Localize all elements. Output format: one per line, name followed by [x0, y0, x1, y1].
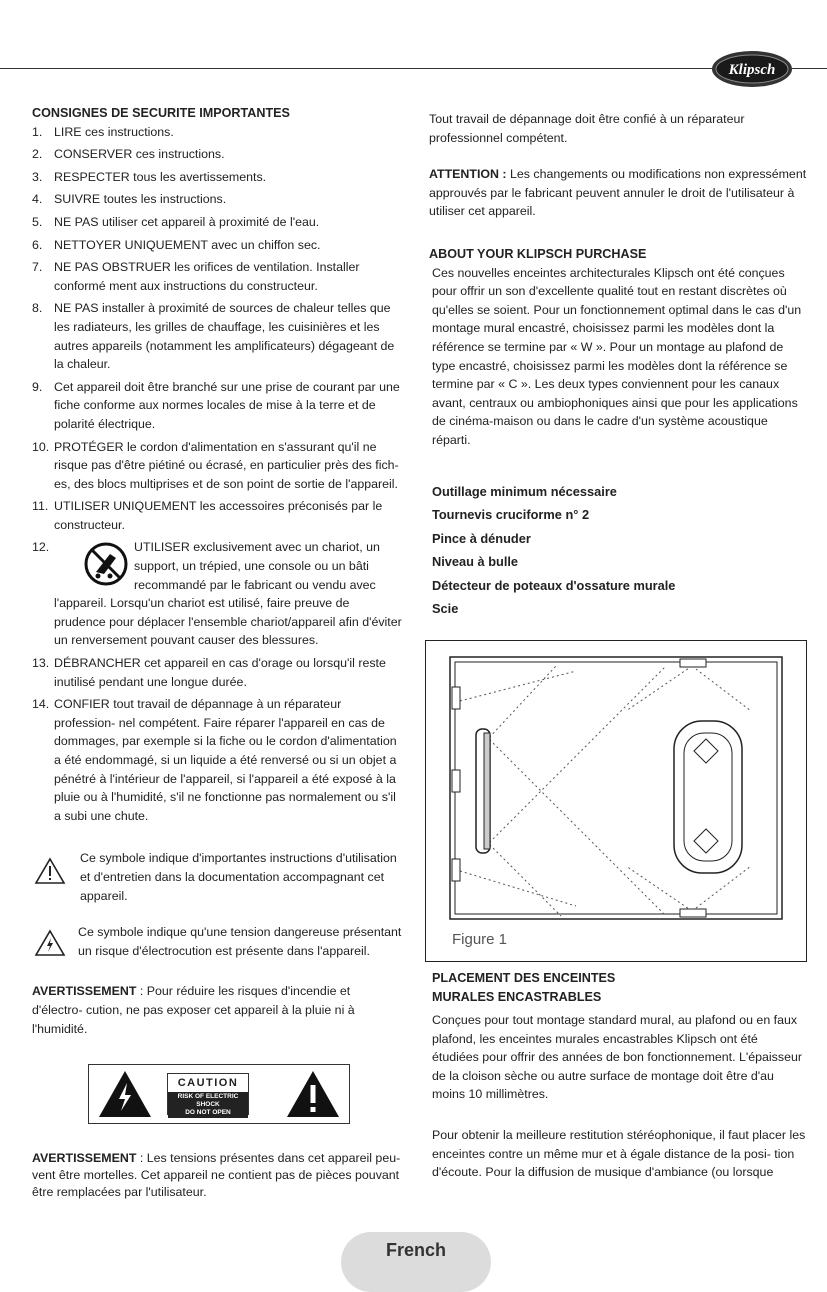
room-diagram: [426, 641, 806, 961]
lightning-warning-icon: [97, 1069, 153, 1119]
safety-item-number: 9.: [32, 379, 43, 394]
right-column: [429, 110, 807, 621]
sofa-icon: [674, 721, 742, 873]
safety-item-number: 2.: [32, 147, 43, 162]
tools-list: [429, 480, 807, 621]
safety-heading: CONSIGNES DE SECURITE IMPORTANTES: [32, 106, 290, 120]
tool-item: Outillage minimum nécessaire: [432, 483, 617, 499]
caution-title: CAUTION: [177, 1077, 239, 1090]
header-rule: [0, 68, 827, 69]
safety-item-text: CONFIER tout travail de dépannage à un réparateur profession- nel compétent. Faire réparer l'appareil en cas de dommages, par exemple si la fiche ou le cordon d'alimentation a été endommagé, si un liquide a été renversé ou si un objet a pénétré à l'intérieur de l'appareil, si l'appareil a été exposé à la pluie ou à l'humidité, s'il ne fonctionne pas normalement ou s'il a subi une chute.: [54, 697, 397, 823]
exclamation-triangle-icon: [34, 857, 66, 885]
safety-item: [32, 190, 404, 209]
safety-item-text: LIRE ces instructions.: [54, 124, 174, 139]
caution-box: [167, 1073, 249, 1115]
placement-section: [432, 969, 807, 1182]
speaker-icons: [452, 659, 706, 917]
safety-item-text: SUIVRE toutes les instructions.: [54, 192, 227, 207]
safety-item: [32, 258, 404, 295]
safety-item-number: 5.: [32, 214, 43, 229]
safety-item-number: 10.: [32, 439, 50, 454]
figure-caption: Figure 1: [452, 931, 508, 948]
warning1-text: : Pour réduire les risques d'incendie et d'électro- cution, ne pas exposer cet appareil à la pluie ni à l'humidité.: [32, 984, 355, 1036]
safety-item-number: 13.: [32, 656, 50, 671]
safety-item: [32, 168, 404, 187]
klipsch-logo: [711, 50, 793, 88]
about-heading: ABOUT YOUR KLIPSCH PURCHASE: [429, 246, 647, 261]
symbol-instructions: [32, 849, 404, 905]
safety-item: [32, 236, 404, 255]
safety-item-number: 8.: [32, 301, 43, 316]
caution-line-2: DO NOT OPEN: [185, 1109, 231, 1117]
safety-item: [32, 378, 404, 434]
safety-item-text: PROTÉGER le cordon d'alimentation en s'assurant qu'il ne risque pas d'être piétiné ou écrasé, en particulier près des fich- es, des blocs multiprises et de son point de sortie de l'appareil.: [54, 439, 399, 491]
safety-item: [32, 538, 404, 650]
exclamation-warning-icon: [285, 1069, 341, 1119]
safety-item-text: CONSERVER ces instructions.: [54, 147, 225, 162]
logo-text: Klipsch: [728, 62, 776, 78]
symbol2-text: Ce symbole indique qu'une tension dangereuse présentant un risque d'électrocution est présente dans l'appareil.: [78, 925, 402, 958]
language-label: French: [385, 1240, 446, 1260]
attention-text: Les changements ou modifications non expressément approuvés par le fabricant peuvent annuler le droit de l'utilisateur à utiliser cet appareil.: [429, 167, 807, 219]
caution-line-1: RISK OF ELECTRIC SHOCK: [177, 1093, 239, 1109]
safety-item-text: RESPECTER tous les avertissements.: [54, 169, 267, 184]
safety-item-number: 3.: [32, 169, 43, 184]
placement-heading-2: MURALES ENCASTRABLES: [432, 990, 602, 1004]
safety-item: [32, 299, 404, 373]
safety-item-text: NETTOYER UNIQUEMENT avec un chiffon sec.: [54, 237, 321, 252]
safety-item-text: UTILISER UNIQUEMENT les accessoires préconisés par le constructeur.: [54, 499, 383, 532]
safety-item-number: 14.: [32, 697, 50, 712]
warning2-label: AVERTISSEMENT: [32, 1151, 137, 1166]
safety-item-text: NE PAS installer à proximité de sources de chaleur telles que les radiateurs, les grilles de chauffage, les cuisinières et les autres appareils (notamment les amplificateurs) dégageant de la chaleur.: [54, 301, 395, 372]
safety-item-number: 11.: [32, 499, 49, 514]
tool-item: Détecteur de poteaux d'ossature murale: [432, 577, 676, 593]
safety-item: [32, 145, 404, 164]
safety-item: [32, 123, 404, 142]
safety-item-number: 12.: [32, 540, 50, 555]
tool-item: Scie: [432, 601, 459, 616]
tool-item: Tournevis cruciforme n° 2: [432, 507, 590, 522]
caution-label: [88, 1064, 350, 1124]
left-column: [32, 104, 404, 1201]
language-tab: [341, 1232, 491, 1292]
warning2-text: : Les tensions présentes dans cet appareil peu- vent être mortelles. Cet appareil ne contient pas de pièces pouvant être remplacées par l'utilisateur.: [32, 1151, 401, 1200]
safety-item-number: 1.: [32, 124, 43, 139]
safety-item: [32, 497, 404, 534]
symbol1-text: Ce symbole indique d'importantes instructions d'utilisation et d'entretien dans la documentation accompagnant cet appareil.: [80, 851, 397, 903]
safety-item-text: UTILISER exclusivement avec un chariot, un support, un trépied, une console ou un bâti recommandé par le fabricant ou vendu avec l'appareil. Lorsqu'un chariot est utilisé, faire preuve de prudence pour déplacer l'ensemble chariot/appareil afin d'éviter un renversement pouvant causer des blessures.: [54, 540, 402, 648]
tool-item: Pince à dénuder: [432, 530, 531, 546]
cart-tipover-icon: [84, 542, 128, 586]
safety-list: [32, 123, 404, 826]
safety-item-text: NE PAS utiliser cet appareil à proximité de l'eau.: [54, 214, 320, 229]
placement-heading-1: PLACEMENT DES ENCEINTES: [432, 971, 616, 985]
warning-2: [32, 1150, 404, 1201]
tool-item: Niveau à bulle: [432, 554, 519, 569]
attention-paragraph: [429, 165, 807, 221]
placement-text-1: Conçues pour tout montage standard mural, au plafond ou en faux plafond, les enceintes murales encastrables Klipsch ont été étudiées pour offrir des années de bon fonctionnement. L'épaisseur de la cloison sèche ou autre surface de montage doit être d'au moins 10 millimètres.: [432, 1013, 802, 1102]
safety-item-text: NE PAS OBSTRUER les orifices de ventilation. Installer conformé ment aux instructions du constructeur.: [54, 260, 360, 293]
figure-1: [425, 640, 807, 962]
symbol-voltage: [32, 923, 404, 960]
warning-1: [32, 982, 404, 1038]
warning1-label: AVERTISSEMENT: [32, 984, 137, 999]
safety-item: [32, 695, 404, 825]
lightning-triangle-icon: [34, 929, 66, 957]
placement-text-2: Pour obtenir la meilleure restitution stéréophonique, il faut placer les enceintes contre un même mur et à égale distance de la posi- tion d'écoute. Pour la diffusion de musique d'ambiance (ou lorsque: [432, 1127, 806, 1180]
attention-label: ATTENTION :: [429, 167, 507, 182]
safety-item-number: 7.: [32, 260, 43, 275]
safety-item-number: 4.: [32, 192, 43, 207]
safety-item-text: DÉBRANCHER cet appareil en cas d'orage ou lorsqu'il reste inutilisé pendant une longue durée.: [54, 656, 386, 689]
safety-item: [32, 438, 404, 494]
safety-item: [32, 654, 404, 691]
about-text: Ces nouvelles enceintes architecturales Klipsch ont été conçues pour offrir un son d'excellente qualité tout en restant discrètes où qu'elles se soient. Pour un fonctionnement optimal dans le cas d'un montage mural encastré, choisissez parmi les modèles dont la référence se termine par « W ». Pour un montage au plafond de type encastré, choisissez parmi les modèles dont la référence se termine par « C ». Les deux types conviennent pour les canaux avant, centraux ou ambiophoniques ainsi que pour les applications de cinéma-maison ou dans le cadre d'un système acoustique réparti.: [432, 265, 802, 447]
safety-item-number: 6.: [32, 237, 43, 252]
service-text: Tout travail de dépannage doit être confié à un réparateur professionnel compétent.: [429, 112, 745, 145]
safety-item: [32, 213, 404, 232]
safety-item-text: Cet appareil doit être branché sur une prise de courant par une fiche conforme aux normes locales de mise à la terre et de polarité électrique.: [54, 379, 400, 431]
